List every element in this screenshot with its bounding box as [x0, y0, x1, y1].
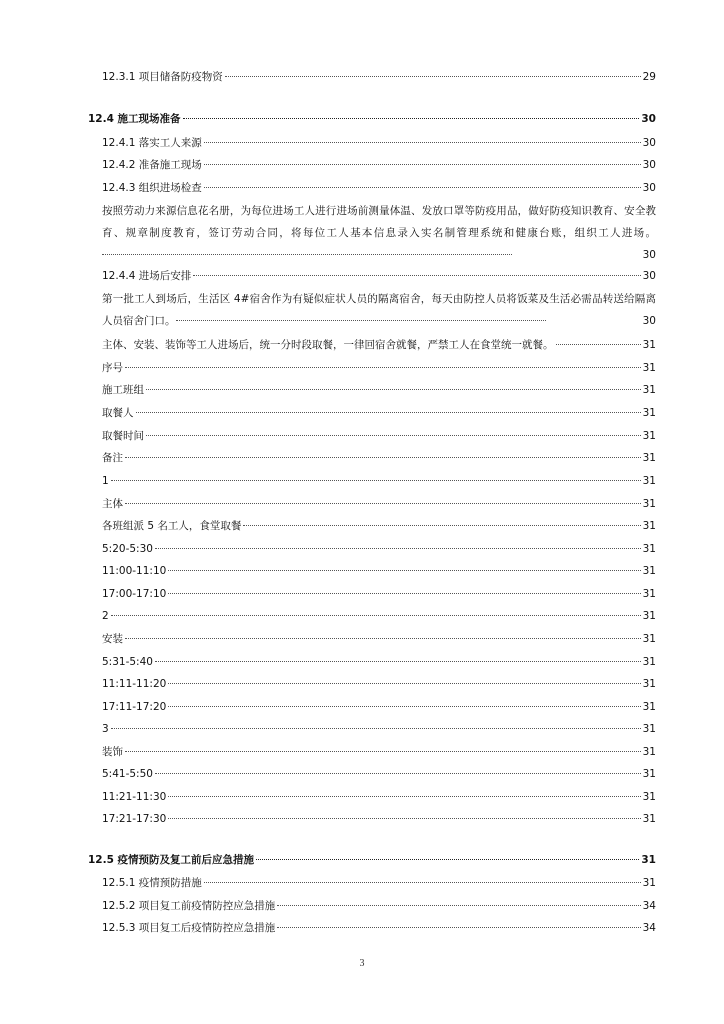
- dot-leader: [204, 187, 641, 188]
- toc-entry[interactable]: [102, 474, 656, 488]
- toc-entry-title: 施工班组: [102, 384, 144, 396]
- toc-entry[interactable]: [102, 181, 656, 195]
- dot-leader: [168, 706, 640, 707]
- page-number: 3: [359, 958, 365, 969]
- toc-entry-page: 34: [642, 900, 656, 912]
- toc-entry-title: 安装: [102, 633, 123, 645]
- toc-entry[interactable]: [102, 790, 656, 804]
- dot-leader: [125, 751, 641, 752]
- dot-leader: [168, 796, 640, 797]
- dot-leader: [168, 570, 640, 571]
- dot-leader: [155, 548, 641, 549]
- toc-entry-title: 主体: [102, 498, 123, 510]
- toc-entry-title: 2: [102, 610, 109, 622]
- toc-entry-title: 12.5.1 疫情预防措施: [102, 877, 202, 889]
- toc-entry-title: 按照劳动力来源信息花名册，为每位进场工人进行进场前测量体温、发放口罩等防疫用品，做好防疫知识教育、安全教育、规章制度教育，签订劳动合同，将每位工人基本信息录入实名制管理系统和健康台账，组织工人进场。: [102, 205, 656, 239]
- dot-leader: [256, 859, 639, 860]
- toc-entry[interactable]: [102, 519, 656, 533]
- dot-leader: [225, 76, 641, 77]
- dot-leader: [111, 728, 641, 729]
- toc-entry[interactable]: [102, 812, 656, 826]
- toc-entry-page: 29: [642, 71, 656, 83]
- toc-entry-title: 12.5.2 项目复工前疫情防控应急措施: [102, 900, 276, 912]
- toc-entry[interactable]: [102, 655, 656, 669]
- toc-entry-page: 30: [642, 159, 656, 171]
- toc-entry-page: 31: [642, 701, 656, 713]
- dot-leader: [111, 615, 641, 616]
- dot-leader: [204, 142, 641, 143]
- toc-entry-page: 31: [641, 854, 656, 866]
- toc-entry-page: 30: [642, 137, 656, 149]
- toc-entry[interactable]: [102, 767, 656, 781]
- toc-entry[interactable]: [102, 406, 656, 420]
- toc-entry-title: 12.4 施工现场准备: [88, 113, 181, 125]
- toc-entry[interactable]: [102, 677, 656, 691]
- toc-entry-title: 主体、安装、装饰等工人进场后，统一分时段取餐，一律回宿舍就餐，严禁工人在食堂统一就餐。: [102, 339, 554, 351]
- dot-leader: [176, 320, 546, 321]
- dot-leader: [183, 118, 640, 119]
- toc-entry-title: 第一批工人到场后，生活区 4#宿舍作为有疑似症状人员的隔离宿舍，每天由防控人员将饭菜及生活必需品转送给隔离人员宿舍门口。: [102, 293, 656, 327]
- toc-entry[interactable]: [102, 609, 656, 623]
- toc-entry-title: 取餐人: [102, 407, 134, 419]
- dot-leader: [155, 773, 641, 774]
- toc-entry-page: 30: [642, 182, 656, 194]
- toc-entry[interactable]: [102, 632, 656, 646]
- toc-entry-title: 12.3.1 项目储备防疫物资: [102, 71, 223, 83]
- dot-leader: [125, 367, 641, 368]
- toc-entry-page: 31: [642, 768, 656, 780]
- toc-entry-page: 31: [642, 430, 656, 442]
- toc-entry[interactable]: [102, 745, 656, 759]
- dot-leader: [168, 818, 640, 819]
- toc-entry-page: 31: [642, 633, 656, 645]
- toc-entry-paragraph[interactable]: [102, 288, 656, 332]
- toc-entry-title: 各班组派 5 名工人，食堂取餐: [102, 520, 242, 532]
- toc-entry-page: 31: [642, 362, 656, 374]
- toc-entry-page: 30: [642, 270, 656, 282]
- dot-leader: [243, 525, 640, 526]
- toc-entry-section[interactable]: [88, 112, 656, 126]
- dot-leader: [168, 683, 640, 684]
- toc-entry-title: 17:00-17:10: [102, 588, 167, 600]
- dot-leader: [168, 593, 640, 594]
- toc-entry[interactable]: [102, 542, 656, 556]
- toc-entry-title: 装饰: [102, 746, 123, 758]
- toc-entry[interactable]: [102, 158, 656, 172]
- toc-entry-page: 31: [642, 723, 656, 735]
- toc-entry-page: 31: [642, 656, 656, 668]
- toc-entry[interactable]: [102, 587, 656, 601]
- toc-entry-page: 31: [642, 384, 656, 396]
- toc-entry-title: 12.5.3 项目复工后疫情防控应急措施: [102, 922, 276, 934]
- toc-entry-page: 31: [642, 407, 656, 419]
- toc-entry-page: 31: [642, 746, 656, 758]
- toc-entry[interactable]: [102, 338, 656, 352]
- dot-leader: [146, 435, 641, 436]
- dot-leader: [204, 164, 641, 165]
- toc-entry-page: 31: [642, 610, 656, 622]
- toc-entry-title: 序号: [102, 362, 123, 374]
- toc-entry-page: 31: [642, 452, 656, 464]
- toc-entry[interactable]: [102, 269, 656, 283]
- toc-entry-page: 31: [642, 791, 656, 803]
- toc-entry-paragraph[interactable]: [102, 200, 656, 266]
- toc-entry-section[interactable]: [88, 853, 656, 867]
- toc-entry-title: 11:11-11:20: [102, 678, 167, 690]
- dot-leader: [125, 638, 641, 639]
- toc-entry-page: 30: [642, 315, 656, 327]
- dot-leader: [277, 905, 640, 906]
- toc-entry-title: 5:41-5:50: [102, 768, 153, 780]
- toc-entry[interactable]: [102, 722, 656, 736]
- dot-leader: [204, 882, 641, 883]
- toc-entry-title: 12.5 疫情预防及复工前后应急措施: [88, 854, 255, 866]
- toc-entry-page: 31: [642, 678, 656, 690]
- toc-entry-page: 31: [642, 339, 656, 351]
- dot-leader: [136, 412, 641, 413]
- toc-entry-page: 30: [642, 249, 656, 261]
- toc-entry[interactable]: [102, 921, 656, 935]
- toc-entry[interactable]: [102, 700, 656, 714]
- toc-entry-title: 11:21-11:30: [102, 791, 167, 803]
- toc-entry-title: 备注: [102, 452, 123, 464]
- toc-entry[interactable]: [102, 876, 656, 890]
- dot-leader: [193, 275, 640, 276]
- toc-entry-title: 3: [102, 723, 109, 735]
- toc-entry-title: 5:20-5:30: [102, 543, 153, 555]
- dot-leader: [111, 480, 641, 481]
- dot-leader: [155, 661, 641, 662]
- toc-entry-page: 31: [642, 588, 656, 600]
- toc-entry-page: 34: [642, 922, 656, 934]
- toc-entry[interactable]: [102, 497, 656, 511]
- toc-entry[interactable]: [102, 383, 656, 397]
- toc-entry-title: 12.4.2 准备施工现场: [102, 159, 202, 171]
- dot-leader: [556, 344, 641, 345]
- toc-entry[interactable]: [102, 136, 656, 150]
- dot-leader: [146, 389, 641, 390]
- toc-entry-title: 12.4.3 组织进场检查: [102, 182, 202, 194]
- toc-entry[interactable]: [102, 429, 656, 443]
- toc-entry-title: 11:00-11:10: [102, 565, 167, 577]
- toc-entry[interactable]: [102, 564, 656, 578]
- toc-entry-page: 31: [642, 498, 656, 510]
- toc-entry-title: 12.4.1 落实工人来源: [102, 137, 202, 149]
- toc-entry-page: 31: [642, 877, 656, 889]
- toc-entry-page: 31: [642, 813, 656, 825]
- toc-entry-page: 31: [642, 543, 656, 555]
- toc-entry-page: 30: [641, 113, 656, 125]
- toc-entry-title: 5:31-5:40: [102, 656, 153, 668]
- toc-entry[interactable]: [102, 70, 656, 84]
- toc-entry-title: 12.4.4 进场后安排: [102, 270, 192, 282]
- toc-entry[interactable]: [102, 899, 656, 913]
- toc-entry-title: 1: [102, 475, 109, 487]
- dot-leader: [277, 927, 640, 928]
- toc-entry-page: 31: [642, 520, 656, 532]
- dot-leader: [125, 503, 641, 504]
- toc-entry-page: 31: [642, 565, 656, 577]
- toc-entry-title: 17:21-17:30: [102, 813, 167, 825]
- toc-entry[interactable]: [102, 361, 656, 375]
- toc-entry-title: 17:11-17:20: [102, 701, 167, 713]
- toc-entry-page: 31: [642, 475, 656, 487]
- dot-leader: [102, 254, 512, 255]
- toc-entry-title: 取餐时间: [102, 430, 144, 442]
- dot-leader: [125, 457, 641, 458]
- toc-entry[interactable]: [102, 451, 656, 465]
